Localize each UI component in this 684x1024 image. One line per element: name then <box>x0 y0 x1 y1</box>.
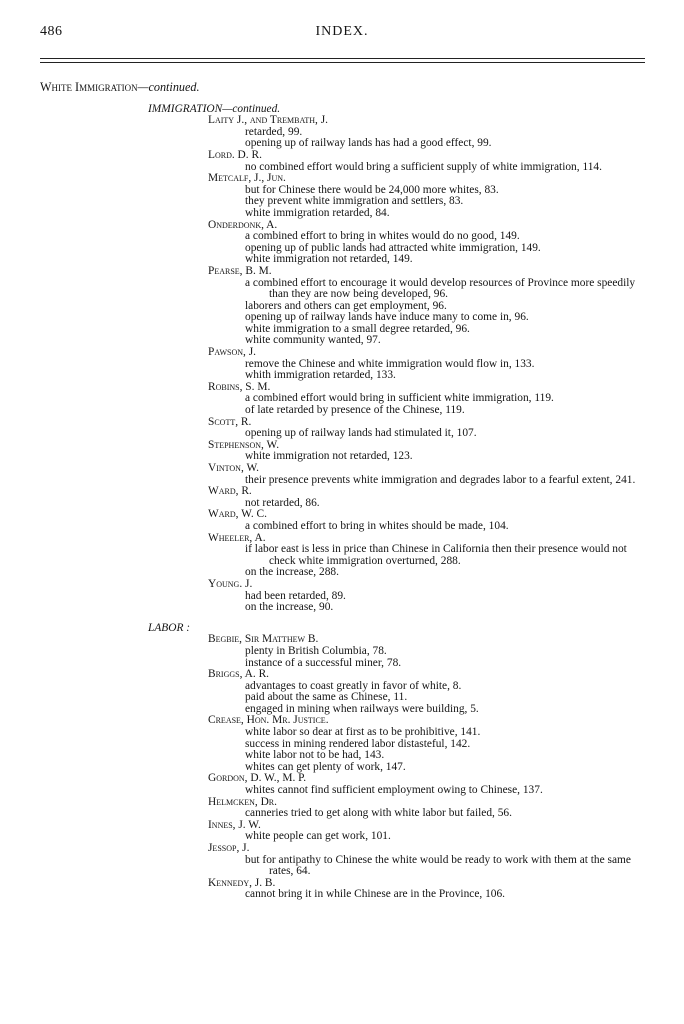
index-statement: whites can get plenty of work, 147. <box>245 760 406 773</box>
index-statement: white immigration not retarded, 123. <box>245 450 413 463</box>
index-statement: laborers and others can get employment, 96. <box>245 299 447 312</box>
index-entry-name: Robins, S. M. <box>208 380 271 393</box>
index-entry-name: Gordon, D. W., M. P. <box>208 772 307 785</box>
index-statement: paid about the same as Chinese, 11. <box>245 691 408 704</box>
running-head: INDEX. <box>315 24 369 39</box>
index-entry-name: Scott, R. <box>208 415 252 428</box>
header-rule <box>40 62 645 63</box>
index-entry-name: Kennedy, J. B. <box>208 876 276 889</box>
index-statement: on the increase, 288. <box>245 566 339 579</box>
index-statement: retarded, 99. <box>245 125 303 138</box>
index-entry-name: Helmcken, Dr. <box>208 795 277 808</box>
index-statement: cannot bring it in while Chinese are in the Province, 106. <box>245 888 506 901</box>
index-statement: opening up of railway lands had stimulated it, 107. <box>245 427 477 440</box>
page-number: 486 <box>40 24 63 39</box>
index-statement: if labor east is less in price than Chinese in California then their presence would not check white immigration overturned, 288. <box>245 543 627 567</box>
index-statement: had been retarded, 89. <box>245 589 346 602</box>
main-heading-label: White Immigration <box>40 80 138 94</box>
index-statement: canneries tried to get along with white labor but failed, 56. <box>245 807 512 820</box>
index-entry-name: Pearse, B. M. <box>208 264 272 277</box>
index-statement: success in mining rendered labor distasteful, 142. <box>245 737 471 750</box>
index-statement: they prevent white immigration and settlers, 83. <box>245 195 464 208</box>
index-entry-name: Metcalf, J., Jun. <box>208 172 286 185</box>
index-main-heading <box>40 82 650 94</box>
index-statement: opening up of public lands had attracted white immigration, 149. <box>245 241 541 254</box>
index-statement: but for antipathy to Chinese the white would be ready to work with them at the same rates, 64. <box>245 853 631 878</box>
index-statement: opening up of railway lands have induce many to come in, 96. <box>245 311 529 324</box>
index-statement: but for Chinese there would be 24,000 more whites, 83. <box>245 183 499 196</box>
index-statement: whith immigration retarded, 133. <box>245 369 396 382</box>
index-entry-name: Stephenson, W. <box>208 438 280 451</box>
index-entry-name: Ward, R. <box>208 485 252 498</box>
index-entry-name: Wheeler, A. <box>208 531 266 544</box>
index-statement: a combined effort to bring in whites should be made, 104. <box>245 519 509 532</box>
index-entry-name: Crease, Hon. Mr. Justice. <box>208 714 329 727</box>
index-content <box>40 82 650 901</box>
index-statement: remove the Chinese and white immigration would flow in, 133. <box>245 357 535 370</box>
index-entry-name: Young. J. <box>208 577 253 590</box>
index-subheading: IMMIGRATION—continued. <box>148 102 281 115</box>
index-statement: engaged in mining when railways were building, 5. <box>245 702 479 715</box>
main-heading-suffix: —continued. <box>137 80 200 94</box>
index-subheading: LABOR : <box>148 621 191 634</box>
index-statement: instance of a successful miner, 78. <box>245 656 402 669</box>
index-statement: white labor so dear at first as to be prohibitive, 141. <box>245 726 481 739</box>
index-statement: whites cannot find sufficient employment owing to Chinese, 137. <box>245 784 543 797</box>
index-statement: white immigration retarded, 84. <box>245 206 390 219</box>
index-statement: a combined effort to bring in whites would do no good, 149. <box>245 230 520 243</box>
index-statement: white immigration not retarded, 149. <box>245 253 413 266</box>
index-statement: white community wanted, 97. <box>245 334 381 347</box>
index-entry-name: Onderdonk, A. <box>208 218 278 231</box>
index-statement: a combined effort would bring in sufficient white immigration, 119. <box>245 392 554 405</box>
index-entry-name: Jessop, J. <box>208 842 250 854</box>
index-statement: white labor not to be had, 143. <box>245 749 385 762</box>
index-statement: their presence prevents white immigration and degrades labor to a fearful extent, 241. <box>245 473 636 486</box>
index-entry-name: Pawson, J. <box>208 346 257 359</box>
index-sections <box>40 104 650 901</box>
index-statement: white people can get work, 101. <box>245 830 391 843</box>
index-entry-name: Briggs, A. R. <box>208 668 270 681</box>
index-statement: white immigration to a small degree retarded, 96. <box>245 322 470 335</box>
index-entry-name: Ward, W. C. <box>208 508 267 521</box>
index-entry-name: Laity J., and Trembath, J. <box>208 114 329 127</box>
index-entry-name: Vinton, W. <box>208 462 260 474</box>
index-statement: a combined effort to encourage it would develop resources of Province more speedily than they are now being developed, 96. <box>245 276 636 301</box>
index-statement: of late retarded by presence of the Chinese, 119. <box>245 404 465 417</box>
index-statement: on the increase, 90. <box>245 601 334 614</box>
index-entry-name: Begbie, Sir Matthew B. <box>208 633 319 646</box>
index-statement: no combined effort would bring a sufficient supply of white immigration, 114. <box>245 160 602 173</box>
index-entry-name: Lord. D. R. <box>208 148 262 161</box>
index-entry-name: Innes, J. W. <box>208 818 261 831</box>
index-statement: not retarded, 86. <box>245 496 320 509</box>
header-rule <box>40 58 645 59</box>
index-statement: opening up of railway lands has had a good effect, 99. <box>245 137 492 150</box>
index-statement: plenty in British Columbia, 78. <box>245 644 387 657</box>
index-statement: advantages to coast greatly in favor of white, 8. <box>245 679 462 692</box>
